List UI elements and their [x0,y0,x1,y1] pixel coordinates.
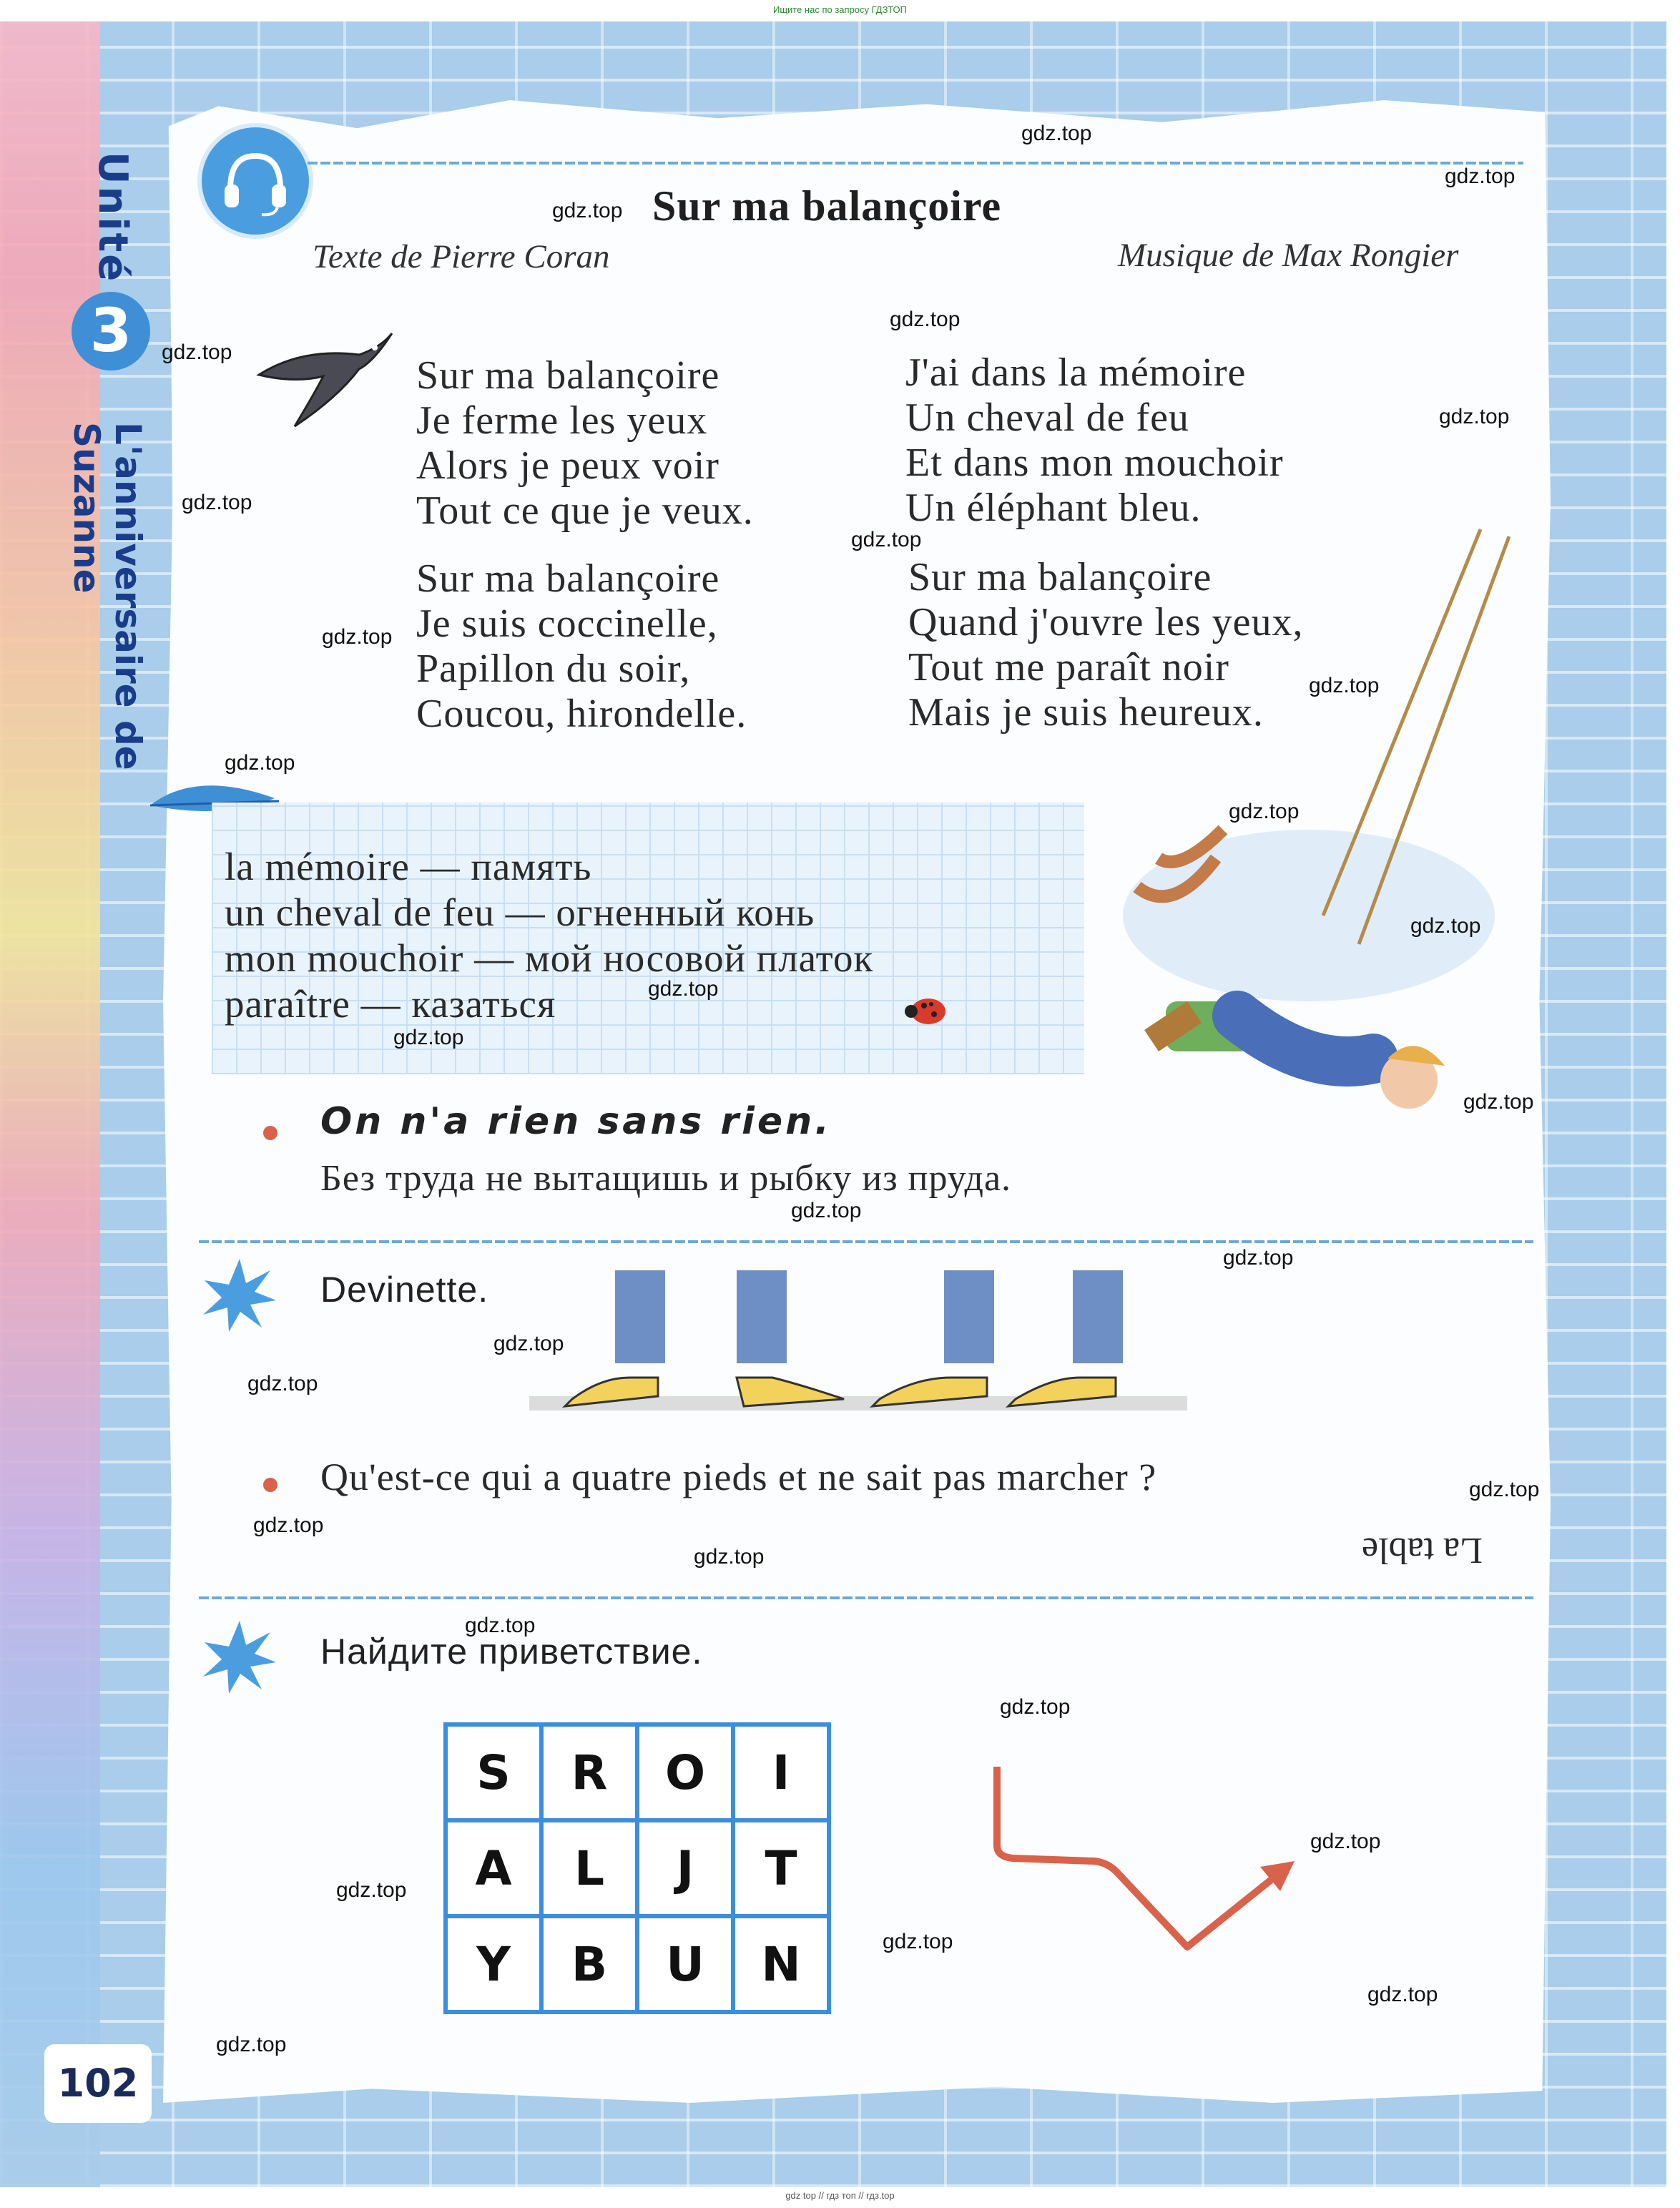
bullet-icon [263,1478,277,1492]
grid-cell[interactable]: B [541,1916,637,2012]
stanza-line: Mais je suis heureux. [908,690,1264,735]
grid-cell[interactable]: Y [446,1916,541,2012]
grid-cell[interactable]: L [541,1820,637,1916]
grid-cell[interactable]: S [446,1724,541,1820]
stanza-line: Sur ma balançoire [416,353,720,398]
stanza-line: Je ferme les yeux [416,398,708,443]
proverb-french: On n'a rien sans rien. [320,1100,832,1143]
watermark: gdz.top [162,340,232,364]
vocabulary-item: la mémoire — память [225,845,592,888]
watermark: gdz.top [1229,800,1300,823]
stanza-line: Et dans mon mouchoir [905,441,1284,485]
grid-cell[interactable]: O [637,1724,733,1820]
swallow-illustration [252,319,395,433]
grid-cell[interactable]: N [733,1916,829,2012]
page-number: 102 [44,2044,152,2123]
grid-cell[interactable]: R [541,1724,637,1820]
stanza-line: Quand j'ouvre les yeux, [908,600,1304,644]
stanza-line: Sur ma balançoire [416,556,720,601]
vocabulary-list [225,844,873,1027]
watermark: gdz.top [648,977,719,1001]
stanza-line: Coucou, hirondelle. [416,692,747,736]
bottom-banner: gdz top // гдз топ // гдз.top [785,2190,895,2201]
watermark: gdz.top [552,199,623,222]
top-banner: Ищите нас по запросу ГДЗТОП [772,4,907,15]
stanza-line: J'ai dans la mémoire [905,350,1247,395]
stanza-line: Alors je peux voir [416,443,719,488]
stanza-1 [416,353,754,534]
stanza-line: Tout ce que je veux. [416,489,754,533]
stanza-line: Un cheval de feu [905,396,1189,440]
stanza-line: Un éléphant bleu. [905,486,1202,530]
stanza-line: Tout me paraît noir [908,645,1229,690]
section-divider [199,1240,1533,1243]
watermark: gdz.top [1021,122,1092,145]
watermark: gdz.top [336,1878,407,1902]
watermark: gdz.top [493,1332,564,1355]
watermark: gdz.top [851,528,922,551]
watermark: gdz.top [1310,1830,1381,1853]
vocabulary-item: un cheval de feu — огненный конь [225,890,815,934]
section-divider [199,1596,1533,1599]
riddle-question: Qu'est-ce qui a quatre pieds et ne sait pas marcher ? [320,1456,1157,1498]
watermark: gdz.top [216,2033,287,2056]
splash-icon [200,1618,279,1697]
vocabulary-item: mon mouchoir — мой носовой платок [225,936,874,980]
proverb-russian: Без труда не вытащишь и рыбку из пруда. [320,1158,1012,1199]
stanza-line: Je suis coccinelle, [416,602,718,646]
stanza-3 [416,556,747,737]
letter-grid [443,1722,831,2014]
music-author: Musique de Max Rongier [1118,237,1459,274]
direction-arrow-icon [987,1760,1302,1960]
watermark: gdz.top [1439,405,1510,428]
watermark: gdz.top [694,1545,765,1569]
riddle-heading: Devinette. [320,1270,489,1310]
title-divider [308,162,1523,165]
song-title: Sur ma balançoire [652,182,1002,230]
watermark: gdz.top [883,1930,953,1953]
watermark: gdz.top [1367,1983,1438,2006]
ladybug-icon [903,993,950,1029]
unit-number: 3 [72,292,150,371]
stanza-line: Sur ma balançoire [908,555,1212,599]
watermark: gdz.top [322,625,393,649]
riddle-answer-upside-down: La table [1362,1530,1483,1571]
watermark: gdz.top [1469,1478,1540,1501]
watermark: gdz.top [1223,1246,1294,1270]
puzzle-heading: Найдите приветствие. [320,1632,703,1672]
watermark: gdz.top [791,1199,862,1222]
unit-title: L'anniversaire de Suzanne [66,422,149,770]
splash-icon [200,1256,279,1335]
watermark: gdz.top [465,1614,536,1637]
watermark: gdz.top [225,751,295,775]
grid-cell[interactable]: I [733,1724,829,1820]
grid-cell[interactable]: A [446,1820,541,1916]
watermark: gdz.top [253,1513,324,1537]
grid-cell[interactable]: U [637,1916,733,2012]
watermark: gdz.top [247,1372,318,1395]
boy-on-swing-illustration [1073,515,1538,1144]
watermark: gdz.top [890,308,961,331]
stanza-line: Papillon du soir, [416,647,691,691]
watermark: gdz.top [1410,914,1481,938]
watermark: gdz.top [1445,165,1516,188]
watermark: gdz.top [393,1026,464,1049]
headphones-icon[interactable] [197,123,313,239]
grid-cell[interactable]: T [733,1820,829,1916]
text-author: Texte de Pierre Coran [313,238,610,275]
watermark: gdz.top [1000,1695,1071,1719]
unit-label: Unité [89,152,136,284]
vocabulary-item: paraître — казаться [225,982,556,1026]
grid-cell[interactable]: J [637,1820,733,1916]
stanza-2 [905,350,1284,531]
watermark: gdz.top [1463,1090,1534,1114]
legs-and-shoes-illustration [529,1270,1187,1428]
bullet-icon [263,1126,277,1140]
watermark: gdz.top [1309,674,1380,697]
watermark: gdz.top [182,491,252,514]
